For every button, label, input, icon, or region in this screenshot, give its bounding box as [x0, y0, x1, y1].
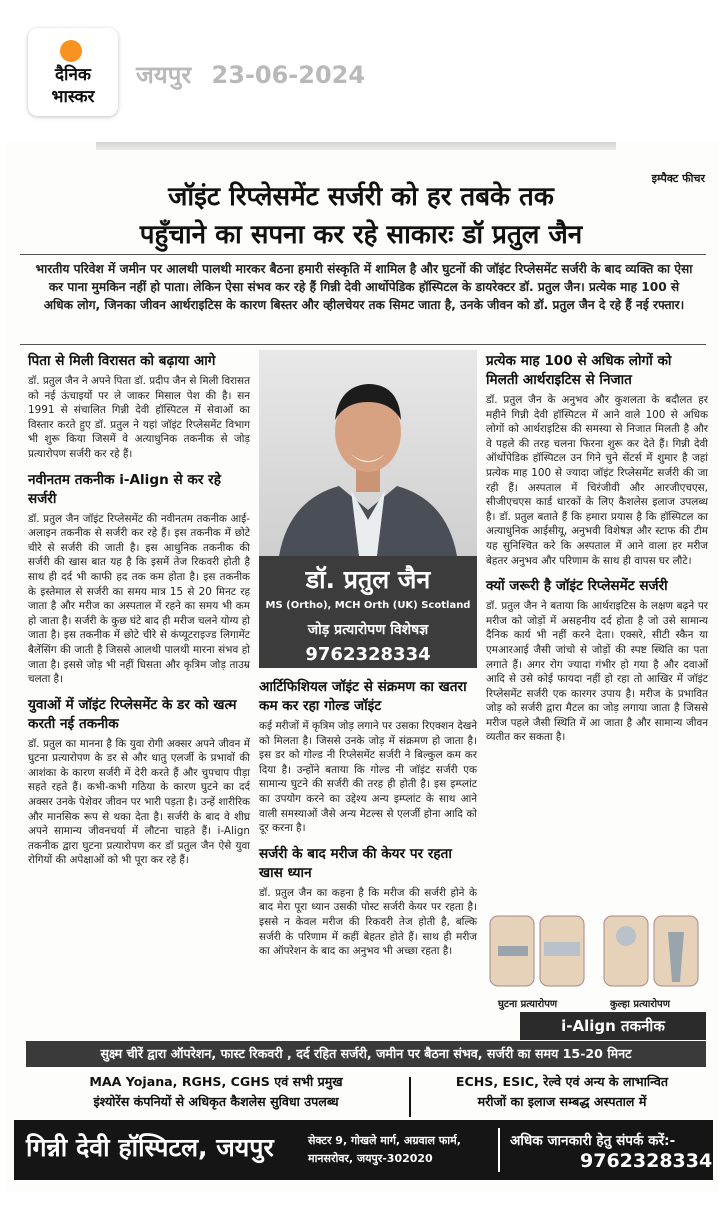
section-heading: पिता से मिली विरासत को बढ़ाया आगे — [28, 353, 216, 369]
headline-line1: जॉइंट रिप्लेसमेंट सर्जरी को हर तबके तक — [168, 182, 554, 212]
doctor-name: डॉ. प्रतुल जैन — [305, 565, 431, 594]
cashless-info-left — [26, 1072, 406, 1112]
implant-illustrations — [484, 912, 708, 1010]
hospital-footer — [14, 1120, 713, 1180]
logo-line1: दैनिक — [55, 65, 91, 85]
knee-implant-caption: घुटना प्रत्यारोपण — [498, 999, 558, 1010]
cashless-left-line1: MAA Yojana, RGHS, CGHS एवं सभी प्रमुख — [89, 1074, 343, 1089]
hospital-name: गिन्नी देवी हॉस्पिटल, जयपुर — [26, 1133, 274, 1162]
sun-icon — [60, 40, 82, 62]
address-line2: मानसरोवर, जयपुर-302020 — [308, 1152, 433, 1165]
section-body: डॉ. प्रतुल जैन ने बताया कि आर्थराइटिस के लक्षण बढ़ने पर मरीज को जोड़ों में असहनीय दर्द होता है जो उसे सामान्य दैनिक कार्य भी नहीं करने देता। एक्सरे, सीटी स्कैन या एमआरआई जैसी जांचो से जोड़ों की स्पष्ट स्थिति का पता लगाते हैं। अगर रोग ज्यादा गंभीर हो गया है और दवाओं आदि से उसे कोई फायदा नहीं हो रहा तो आखिर में जॉइंट रिप्लेसमेंट सर्जरी एक कारगर उपाय है। मरीज के प्रभावित जोड़ को सर्जरी द्वारा मैटल का जोड़ लगाया जाता है जिससे मरीज पहले जैसी स्थिति में आ जाता है और सामान्य जीवन व्यतीत कर सकता है। — [486, 600, 708, 744]
section-heading: सर्जरी के बाद मरीज की केयर पर रहता खास ध्यान — [259, 845, 452, 881]
contact-phone[interactable]: 9762328334 — [580, 1150, 713, 1172]
ialign-label: i-Align तकनीक — [520, 1012, 706, 1040]
doctor-specialty: जोड़ प्रत्यारोपण विशेषज्ञ — [307, 622, 429, 638]
impact-feature-tag: इम्पैक्ट फीचर — [651, 172, 705, 185]
city-label: जयपुर — [136, 61, 192, 89]
cashless-left-line2: इंश्योरेंस कंपनियों से अधिकृत कैशलेस सुविधा उपलब्ध — [93, 1094, 339, 1109]
date-label: 23-06-2024 — [211, 61, 366, 89]
section-heading: नवीनतम तकनीक i-Align से कर रहे सर्जरी — [28, 471, 221, 507]
middle-column — [259, 678, 477, 968]
headline-line2: पहुँचाने का सपना कर रहे साकारः डॉ प्रतुल जैन — [139, 220, 583, 250]
features-bar: सुक्ष्म चीरें द्वारा ऑपरेशन, फास्ट रिकवरी , दर्द रहित सर्जरी, जमीन पर बैठना संभव, सर्जरी का समय 15-20 मिनट — [26, 1041, 706, 1067]
section-heading: प्रत्येक माह 100 से अधिक लोगों को मिलती आर्थराइटिस से निजात — [486, 353, 672, 388]
doctor-photo — [259, 350, 477, 556]
doctor-degrees: MS (Ortho), MCH Orth (UK) Scotland — [265, 600, 471, 611]
newspaper-page — [6, 142, 719, 1192]
address-line1: सेक्टर 9, गोखले मार्ग, अग्रवाल फार्म, — [308, 1134, 461, 1147]
section-body: डॉ. प्रतुल का मानना है कि युवा रोगी अक्सर अपने जीवन में घुटना प्रत्यारोपण के डर से और धातु एलर्जी के प्रभावों की आशंका के कारण सर्जरी में देरी करते हैं और चुपचाप पीड़ा सहते रहते हैं। कभी-कभी गठिया के कारण घुटने का दर्द अक्सर उनके पेशेवर जीवन पर भारी पड़ता है। उन्हें शारीरिक और मानसिक रूप से थका देता है। सर्जरी के बाद वे शीघ्र अपने सामान्य जीवनचर्या में लौटना चाहते हैं। i-Align तकनीक द्वारा घुटना प्रत्यारोपण कर डॉ प्रतुल जैन ऐसे युवा रोगियों की अपेक्षाओं को भी पूरा कर रहे हैं। — [28, 737, 250, 867]
intro-paragraph: भारतीय परिवेश में जमीन पर आलथी पालथी मारकर बैठना हमारी संस्कृति में शामिल है और घुटनों की जॉइंट रिप्लेसमेंट सर्जरी के बाद व्यक्ति का ऐसा कर पाना मुमकिन नहीं हो पाता। लेकिन ऐसा संभव कर रहे हैं गिन्नी देवी आर्थोपेडिक हॉस्पिटल के डायरेक्टर डॉ. प्रतुल जैन। प्रत्येक माह 100 से अधिक लोग, जिनका जीवन आर्थराइटिस के कारण बिस्तर और व्हीलचेयर तक सिमट जाता है, उनके जीवन को डॉ. प्रतुल जैन दे रहे हैं नई रफ्तार। — [35, 262, 693, 312]
hospital-address — [308, 1132, 461, 1168]
section-heading: युवाओं में जॉइंट रिप्लेसमेंट के डर को खत्म करती नई तकनीक — [28, 696, 237, 732]
doctor-profile-box — [259, 350, 477, 668]
cashless-info-right — [414, 1072, 710, 1112]
cashless-right-line1: ECHS, ESIC, रेल्वे एवं अन्य के लाभान्वित — [455, 1074, 669, 1089]
left-column — [28, 352, 250, 877]
cropped-header-strip — [96, 142, 616, 150]
right-column — [486, 352, 708, 754]
section-heading: आर्टिफिशियल जॉइंट से संक्रमण का खतरा कम कर रहा गोल्ड जॉइंट — [259, 679, 467, 714]
divider — [498, 1128, 500, 1172]
section-body: कई मरीजों में कृत्रिम जोड़ लगाने पर उसका रिएक्शन देखने को मिलता है। जिससे उनके जोड़ में संक्रमण हो जाता है। इस डर को गोल्ड नी रिप्लेसमेंट सर्जरी ने बिल्कुल कम कर दिया है। उन्होंने बताया कि गोल्ड नी जॉइंट सर्जरी एक सामान्य घुटने की सर्जरी की तरह ही होती है। इस इम्प्लांट का उपयोग करने का उद्देश्य अन्य इम्प्लांट के साथ आने वाली समस्याओं जैसे अन्य मेटल्स से एलर्जी होना आदि को दूर करना है। — [259, 720, 477, 835]
section-body: डॉ. प्रतुल जैन जॉइंट रिप्लेसमेंट की नवीनतम तकनीक आई-अलाइन तकनीक से सर्जरी कर रहे हैं। इस तकनीक में छोटे चीरे से सर्जरी की जाती है। इस आधुनिक तकनीक की सर्जरी की खास बात यह है कि इसमें तेज रिकवरी होती है साथ ही दर्द भी काफी हद तक कम होता है। इस तकनीक के इस्तेमाल से सर्जरी का समय मात्र 15 से 20 मिनट रह जाता है और मरीज का अस्पताल में रहने का समय भी कम हो जाता है। सर्जरी के कुछ घंटे बाद ही मरीज चलने योग्य हो जाता है। इस तकनीक में छोटे चीरे से कंप्यूटराइज्ड लिगामेंट बैलेंसिंग की जाती है जिससे आलथी पालथी मारना संभव हो जाता है। इससे जोड़ भी नहीं घिसता और कृत्रिम जोड़ ताउम्र चलता है। — [28, 512, 250, 686]
knee-implant-icon — [484, 912, 708, 994]
divider — [20, 254, 706, 255]
divider — [409, 1077, 411, 1117]
section-body: डॉ. प्रतुल जैन के अनुभव और कुशलता के बदौलत हर महीने गिन्नी देवी हॉस्पिटल में आने वाले 100 से अधिक लोगों को आर्थराइटिस की समस्या से निजात मिलती है और वे पहले की तरह चलना फिरना शुरू कर देते हैं। गिन्नी देवी ऑर्थोपेडिक हॉस्पिटल उन गिने चुने सेंटर्स में शुमार है जहां प्रत्येक माह 100 से ज्यादा जॉइंट रिप्लेसमेंट सर्जरी की जा रही हैं। अस्पताल में चिरंजीवी और आरजीएचएस, सीजीएचएस कार्ड धारकों के लिए कैशलेस इलाज उपलब्ध है। डॉ. प्रतुल बताते हैं कि हमारा प्रयास है कि हॉस्पिटल का अत्याधुनिक आईसीयू, अनुभवी विशेषज्ञ और स्टाफ की टीम यह सुनिश्चित करे कि अस्पताल में आने वाला हर मरीज बेहतर अनुभव और परिणाम के साथ ही वापस घर लौटे। — [486, 394, 708, 567]
section-body: डॉ. प्रतुल जैन ने अपने पिता डॉ. प्रदीप जैन से मिली विरासत को नई ऊंचाइयों पर ले जाकर मिसाल पेश की है। सन 1991 से संचालित गिन्नी देवी हॉस्पिटल में सेवाओं का विस्तार करते हुए डॉ. प्रतुल ने यहां जॉइंट रिप्लेसमेंट विभाग भी शुरू किया जिसमें वे अत्याधुनिक तकनीक से जोड़ प्रत्यारोपण सर्जरी कर रहे हैं। — [28, 375, 250, 460]
hip-implant-caption: कुल्हा प्रत्यारोपण — [610, 999, 670, 1010]
dainik-bhaskar-logo[interactable] — [28, 28, 118, 116]
contact-label: अधिक जानकारी हेतु संपर्क करें:- — [510, 1133, 676, 1149]
logo-line2: भास्कर — [51, 87, 95, 107]
cashless-right-line2: मरीजों का इलाज सम्बद्ध अस्पताल में — [477, 1094, 647, 1109]
dateline — [136, 58, 377, 91]
doctor-phone[interactable]: 9762328334 — [305, 644, 431, 665]
headline — [26, 178, 696, 254]
section-heading: क्यों जरूरी है जॉइंट रिप्लेसमेंट सर्जरी — [486, 578, 668, 595]
top-bar — [0, 0, 725, 140]
divider — [20, 344, 706, 345]
section-body: डॉ. प्रतुल जैन का कहना है कि मरीज की सर्जरी होने के बाद मेरा पूरा ध्यान उसकी पोस्ट सर्जरी केयर पर रहता है। इससे न केवल मरीज की रिकवरी तेज होती है, बल्कि सर्जरी के परिणाम में कहीं बेहतर होते हैं। साथ ही मरीज का ऑपरेशन के बाद का अनुभव भी अच्छा रहता है। — [259, 886, 477, 958]
